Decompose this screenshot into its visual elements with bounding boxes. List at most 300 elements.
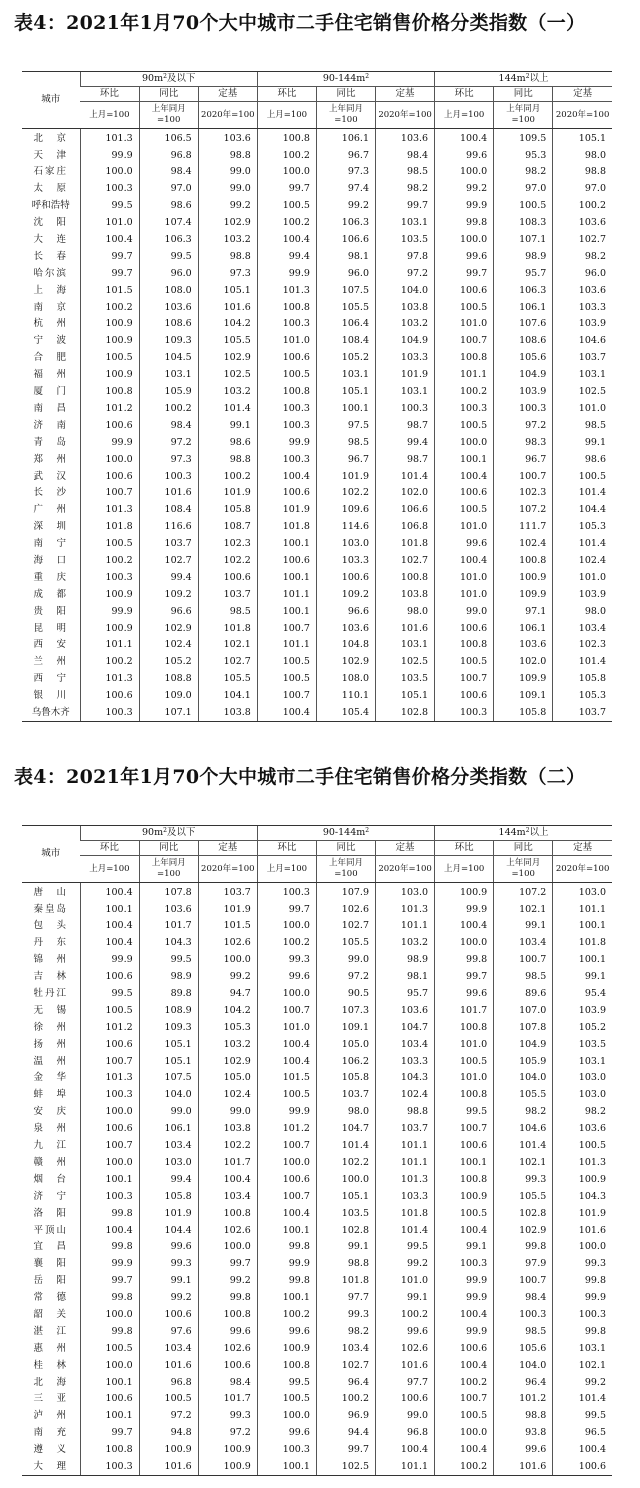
index-value: 100.8 — [435, 1019, 494, 1036]
index-value: 100.6 — [80, 417, 139, 434]
index-value: 102.2 — [198, 552, 257, 569]
index-value: 103.6 — [198, 128, 257, 147]
index-value: 103.7 — [316, 1087, 375, 1104]
table-row — [22, 1272, 612, 1289]
index-value: 103.6 — [376, 1002, 435, 1019]
index-value: 101.0 — [435, 316, 494, 333]
index-value: 98.6 — [139, 198, 198, 215]
index-value: 100.3 — [435, 400, 494, 417]
index-value: 100.8 — [435, 350, 494, 367]
index-value: 100.0 — [435, 1425, 494, 1442]
index-value: 99.8 — [553, 1323, 612, 1340]
index-value: 100.3 — [257, 1441, 316, 1458]
index-value: 96.5 — [553, 1425, 612, 1442]
index-value: 101.6 — [494, 1458, 553, 1475]
table-row — [22, 569, 612, 586]
table-row — [22, 350, 612, 367]
index-value: 100.4 — [435, 552, 494, 569]
index-value: 100.7 — [494, 952, 553, 969]
index-value: 103.6 — [553, 1120, 612, 1137]
index-value: 100.2 — [376, 1306, 435, 1323]
city-name: 平顶山 — [33, 1224, 69, 1236]
city-name: 牡丹江 — [33, 988, 69, 1000]
index-value: 108.0 — [316, 671, 375, 688]
index-value: 100.8 — [257, 1357, 316, 1374]
index-value: 100.6 — [435, 282, 494, 299]
index-value: 99.0 — [198, 164, 257, 181]
index-value: 99.0 — [198, 181, 257, 198]
index-value: 102.4 — [553, 552, 612, 569]
index-value: 100.4 — [257, 231, 316, 248]
index-value: 100.5 — [435, 299, 494, 316]
index-value: 98.6 — [553, 451, 612, 468]
city-name: 宁 波 — [33, 335, 69, 347]
index-value: 99.0 — [198, 1104, 257, 1121]
city-name: 哈尔滨 — [33, 267, 69, 279]
sub-header: 定基 — [553, 841, 612, 856]
index-value: 100.1 — [257, 603, 316, 620]
table-row — [22, 198, 612, 215]
index-value: 99.2 — [553, 1374, 612, 1391]
index-value: 105.1 — [139, 1053, 198, 1070]
index-value: 102.1 — [494, 1154, 553, 1171]
index-value: 101.8 — [553, 935, 612, 952]
index-value: 100.8 — [494, 552, 553, 569]
index-value: 102.9 — [198, 350, 257, 367]
index-value: 94.4 — [316, 1425, 375, 1442]
index-value: 103.1 — [376, 383, 435, 400]
table-row — [22, 901, 612, 918]
index-value: 100.9 — [80, 333, 139, 350]
index-value: 102.4 — [198, 1087, 257, 1104]
index-value: 99.2 — [198, 198, 257, 215]
table-row — [22, 1306, 612, 1323]
index-value: 102.0 — [494, 654, 553, 671]
index-value: 98.8 — [198, 451, 257, 468]
index-value: 97.3 — [316, 164, 375, 181]
sub-header: 环比 — [435, 841, 494, 856]
index-value: 99.7 — [257, 181, 316, 198]
table-row — [22, 535, 612, 552]
group-header: $90-144m^2$ — [257, 826, 434, 841]
index-value: 102.7 — [139, 552, 198, 569]
index-value: 101.4 — [316, 1137, 375, 1154]
index-value: 98.4 — [139, 164, 198, 181]
city-name: 长 沙 — [33, 487, 69, 499]
index-value: 105.9 — [139, 383, 198, 400]
index-value: 104.7 — [316, 1120, 375, 1137]
index-value: 99.5 — [257, 1374, 316, 1391]
index-value: 102.8 — [316, 1222, 375, 1239]
index-value: 101.4 — [553, 535, 612, 552]
index-value: 100.4 — [435, 128, 494, 147]
index-value: 100.8 — [435, 637, 494, 654]
index-value: 108.7 — [198, 518, 257, 535]
city-name: 南 宁 — [33, 538, 69, 550]
table-row — [22, 1205, 612, 1222]
group-header: $144m^2$以上 — [435, 72, 612, 87]
index-value: 101.9 — [316, 468, 375, 485]
index-value: 105.5 — [198, 671, 257, 688]
index-value: 100.7 — [80, 1137, 139, 1154]
city-name: 济 南 — [33, 419, 69, 431]
table-row — [22, 1019, 612, 1036]
index-value: 106.3 — [139, 231, 198, 248]
index-value: 100.2 — [80, 654, 139, 671]
index-value: 103.0 — [376, 882, 435, 901]
index-value: 99.9 — [435, 198, 494, 215]
index-value: 98.8 — [494, 1408, 553, 1425]
group-header: $144m^2$以上 — [435, 826, 612, 841]
city-name: 青 岛 — [33, 436, 69, 448]
index-value: 101.1 — [376, 1458, 435, 1475]
index-value: 101.0 — [435, 586, 494, 603]
index-value: 103.0 — [139, 1154, 198, 1171]
city-name: 秦皇岛 — [33, 903, 69, 915]
index-value: 101.8 — [316, 1272, 375, 1289]
index-value: 98.8 — [376, 1104, 435, 1121]
base-header: 上月=100 — [257, 102, 316, 129]
index-value: 103.3 — [376, 1053, 435, 1070]
index-value: 103.2 — [376, 935, 435, 952]
index-value: 98.3 — [494, 434, 553, 451]
index-value: 102.4 — [494, 535, 553, 552]
index-value: 101.3 — [376, 1171, 435, 1188]
city-name: 大 连 — [33, 234, 69, 246]
index-value: 99.9 — [257, 1104, 316, 1121]
base-header: 上年同月 =100 — [139, 856, 198, 883]
index-value: 100.7 — [435, 671, 494, 688]
index-value: 107.8 — [139, 882, 198, 901]
table-row — [22, 147, 612, 164]
index-value: 105.5 — [316, 299, 375, 316]
index-value: 96.0 — [553, 265, 612, 282]
index-value: 103.1 — [553, 366, 612, 383]
index-value: 105.6 — [494, 350, 553, 367]
index-value: 99.6 — [435, 248, 494, 265]
index-value: 101.0 — [553, 569, 612, 586]
index-value: 99.7 — [435, 968, 494, 985]
index-value: 99.7 — [376, 198, 435, 215]
index-value: 103.8 — [198, 1120, 257, 1137]
index-value: 99.4 — [257, 248, 316, 265]
index-value: 100.0 — [435, 231, 494, 248]
index-value: 101.2 — [80, 1019, 139, 1036]
index-value: 99.0 — [376, 1408, 435, 1425]
index-value: 100.4 — [257, 1053, 316, 1070]
index-value: 100.2 — [257, 1306, 316, 1323]
table-row — [22, 918, 612, 935]
table-row — [22, 952, 612, 969]
index-value: 98.9 — [139, 968, 198, 985]
index-value: 99.1 — [494, 918, 553, 935]
table-row — [22, 1391, 612, 1408]
index-value: 100.0 — [553, 1239, 612, 1256]
index-value: 100.6 — [80, 687, 139, 704]
index-value: 100.9 — [198, 1458, 257, 1475]
index-value: 102.9 — [139, 620, 198, 637]
sub-header: 环比 — [80, 87, 139, 102]
index-value: 99.0 — [316, 952, 375, 969]
index-value: 97.2 — [139, 434, 198, 451]
index-value: 109.9 — [494, 671, 553, 688]
index-value: 97.9 — [494, 1256, 553, 1273]
index-value: 107.8 — [494, 1019, 553, 1036]
index-value: 116.6 — [139, 518, 198, 535]
index-value: 101.5 — [257, 1070, 316, 1087]
index-value: 100.2 — [435, 1374, 494, 1391]
city-name: 杭 州 — [33, 318, 69, 330]
index-value: 100.5 — [257, 654, 316, 671]
index-value: 103.0 — [553, 882, 612, 901]
index-value: 100.3 — [80, 1458, 139, 1475]
index-value: 100.9 — [80, 586, 139, 603]
index-value: 100.5 — [435, 1205, 494, 1222]
sub-header: 同比 — [494, 841, 553, 856]
index-value: 100.0 — [198, 1239, 257, 1256]
index-value: 101.0 — [257, 333, 316, 350]
index-value: 105.6 — [494, 1340, 553, 1357]
index-value: 99.9 — [435, 1323, 494, 1340]
city-name: 徐 州 — [33, 1021, 69, 1033]
index-value: 104.9 — [494, 366, 553, 383]
base-header: 2020年=100 — [553, 856, 612, 883]
table-row — [22, 704, 612, 721]
index-value: 99.8 — [257, 1239, 316, 1256]
index-value: 100.6 — [80, 1036, 139, 1053]
table-row — [22, 1171, 612, 1188]
city-name: 岳 阳 — [33, 1275, 69, 1287]
index-value: 103.7 — [376, 1120, 435, 1137]
index-value: 103.8 — [198, 704, 257, 721]
index-value: 105.8 — [198, 502, 257, 519]
index-value: 100.0 — [316, 1171, 375, 1188]
index-value: 106.3 — [494, 282, 553, 299]
index-value: 102.7 — [316, 918, 375, 935]
table-row — [22, 985, 612, 1002]
index-value: 96.7 — [494, 451, 553, 468]
index-value: 100.0 — [435, 434, 494, 451]
index-value: 98.9 — [376, 952, 435, 969]
index-value: 101.4 — [553, 485, 612, 502]
index-value: 100.8 — [376, 569, 435, 586]
base-header: 2020年=100 — [376, 856, 435, 883]
index-value: 99.9 — [553, 1289, 612, 1306]
index-value: 99.3 — [198, 1408, 257, 1425]
index-value: 99.6 — [257, 1425, 316, 1442]
index-value: 99.1 — [139, 1272, 198, 1289]
index-value: 99.0 — [139, 1104, 198, 1121]
index-value: 103.7 — [553, 350, 612, 367]
index-value: 99.5 — [80, 198, 139, 215]
index-value: 100.6 — [435, 620, 494, 637]
index-value: 100.9 — [494, 569, 553, 586]
table-title: 表4：2021年1月70个大中城市二手住宅销售价格分类指数（一） — [14, 12, 586, 34]
index-value: 100.8 — [198, 1306, 257, 1323]
index-value: 101.0 — [553, 400, 612, 417]
index-value: 100.3 — [257, 882, 316, 901]
index-value: 99.9 — [80, 603, 139, 620]
index-value: 100.6 — [553, 1458, 612, 1475]
table-row — [22, 671, 612, 688]
index-value: 100.5 — [553, 1137, 612, 1154]
index-value: 101.4 — [553, 1391, 612, 1408]
sub-header: 定基 — [376, 87, 435, 102]
index-value: 102.6 — [198, 1340, 257, 1357]
city-name: 锦 州 — [33, 954, 69, 966]
index-value: 102.5 — [376, 654, 435, 671]
index-value: 102.1 — [553, 1357, 612, 1374]
table-row — [22, 637, 612, 654]
index-value: 100.3 — [553, 1306, 612, 1323]
index-value: 98.1 — [316, 248, 375, 265]
index-value: 100.2 — [198, 468, 257, 485]
index-value: 100.3 — [80, 704, 139, 721]
index-value: 100.8 — [257, 128, 316, 147]
price-index-table — [22, 826, 612, 1475]
index-value: 100.6 — [376, 1391, 435, 1408]
index-value: 106.3 — [316, 214, 375, 231]
index-value: 100.2 — [257, 147, 316, 164]
index-value: 100.4 — [435, 1306, 494, 1323]
city-name: 太 原 — [33, 183, 69, 195]
index-value: 100.4 — [435, 1357, 494, 1374]
index-value: 99.6 — [435, 535, 494, 552]
index-value: 102.3 — [198, 535, 257, 552]
index-value: 98.2 — [494, 1104, 553, 1121]
index-value: 100.3 — [257, 316, 316, 333]
index-value: 100.1 — [257, 1458, 316, 1475]
index-value: 100.5 — [257, 671, 316, 688]
index-value: 100.8 — [257, 299, 316, 316]
index-value: 99.9 — [80, 434, 139, 451]
city-name: 深 圳 — [33, 521, 69, 533]
city-name: 沈 阳 — [33, 217, 69, 229]
index-value: 101.1 — [257, 637, 316, 654]
index-value: 99.2 — [376, 1256, 435, 1273]
city-name: 桂 林 — [33, 1359, 69, 1371]
index-value: 101.9 — [139, 1205, 198, 1222]
city-name: 呼和浩特 — [31, 200, 70, 212]
index-value: 103.0 — [553, 1070, 612, 1087]
index-value: 98.9 — [494, 248, 553, 265]
index-value: 102.6 — [198, 935, 257, 952]
header-divider — [22, 882, 612, 883]
city-name: 泸 州 — [33, 1410, 69, 1422]
city-name: 乌鲁木齐 — [31, 706, 70, 718]
index-value: 102.9 — [494, 1222, 553, 1239]
index-value: 96.4 — [316, 1374, 375, 1391]
index-value: 102.3 — [494, 485, 553, 502]
index-value: 100.9 — [435, 1188, 494, 1205]
index-value: 100.5 — [435, 417, 494, 434]
index-value: 99.4 — [139, 1171, 198, 1188]
index-value: 99.8 — [198, 1289, 257, 1306]
table-row — [22, 882, 612, 901]
index-value: 102.9 — [198, 1053, 257, 1070]
index-value: 100.0 — [257, 1154, 316, 1171]
table-row — [22, 603, 612, 620]
index-value: 102.7 — [316, 1357, 375, 1374]
index-value: 105.2 — [316, 350, 375, 367]
table-row — [22, 654, 612, 671]
table-row — [22, 1441, 612, 1458]
city-name: 温 州 — [33, 1055, 69, 1067]
city-name: 蚌 埠 — [33, 1089, 69, 1101]
city-name: 南 充 — [33, 1427, 69, 1439]
index-value: 105.1 — [139, 1036, 198, 1053]
city-name: 泉 州 — [33, 1123, 69, 1135]
city-name: 包 头 — [33, 920, 69, 932]
index-value: 105.4 — [316, 704, 375, 721]
city-name: 兰 州 — [33, 656, 69, 668]
index-value: 104.0 — [494, 1070, 553, 1087]
index-value: 100.3 — [80, 1188, 139, 1205]
index-value: 99.5 — [80, 985, 139, 1002]
index-value: 99.2 — [198, 968, 257, 985]
table-row — [22, 502, 612, 519]
index-value: 96.8 — [139, 147, 198, 164]
index-value: 100.4 — [80, 918, 139, 935]
index-value: 102.4 — [139, 637, 198, 654]
index-value: 101.4 — [198, 400, 257, 417]
index-value: 96.6 — [316, 603, 375, 620]
index-value: 101.6 — [139, 1357, 198, 1374]
table-row — [22, 451, 612, 468]
index-value: 104.5 — [139, 350, 198, 367]
table-row — [22, 333, 612, 350]
index-value: 105.2 — [139, 654, 198, 671]
index-value: 96.6 — [139, 603, 198, 620]
city-name: 北 海 — [33, 1376, 69, 1388]
index-value: 105.8 — [316, 1070, 375, 1087]
index-value: 100.0 — [80, 1306, 139, 1323]
index-value: 100.4 — [80, 231, 139, 248]
index-value: 100.2 — [80, 299, 139, 316]
index-value: 99.2 — [198, 1272, 257, 1289]
index-value: 103.7 — [198, 882, 257, 901]
table-row — [22, 935, 612, 952]
index-value: 107.0 — [494, 1002, 553, 1019]
index-value: 100.2 — [553, 198, 612, 215]
sub-header: 环比 — [257, 87, 316, 102]
index-value: 100.6 — [80, 1391, 139, 1408]
index-value: 99.9 — [80, 147, 139, 164]
index-value: 102.6 — [198, 1222, 257, 1239]
city-name: 重 庆 — [33, 571, 69, 583]
index-value: 100.6 — [198, 569, 257, 586]
city-name: 丹 东 — [33, 937, 69, 949]
index-value: 101.6 — [139, 485, 198, 502]
index-value: 100.5 — [257, 198, 316, 215]
index-value: 103.4 — [316, 1340, 375, 1357]
index-value: 100.3 — [139, 468, 198, 485]
index-value: 99.2 — [316, 198, 375, 215]
index-value: 103.7 — [198, 586, 257, 603]
index-value: 99.5 — [435, 1104, 494, 1121]
index-value: 98.0 — [553, 147, 612, 164]
index-value: 98.0 — [316, 1104, 375, 1121]
index-value: 100.1 — [435, 1154, 494, 1171]
index-value: 101.7 — [198, 1154, 257, 1171]
sub-header: 同比 — [494, 87, 553, 102]
index-value: 100.0 — [257, 918, 316, 935]
index-value: 101.8 — [257, 518, 316, 535]
base-header: 2020年=100 — [198, 102, 257, 129]
index-value: 100.4 — [80, 935, 139, 952]
index-value: 101.1 — [553, 901, 612, 918]
index-value: 97.0 — [494, 181, 553, 198]
